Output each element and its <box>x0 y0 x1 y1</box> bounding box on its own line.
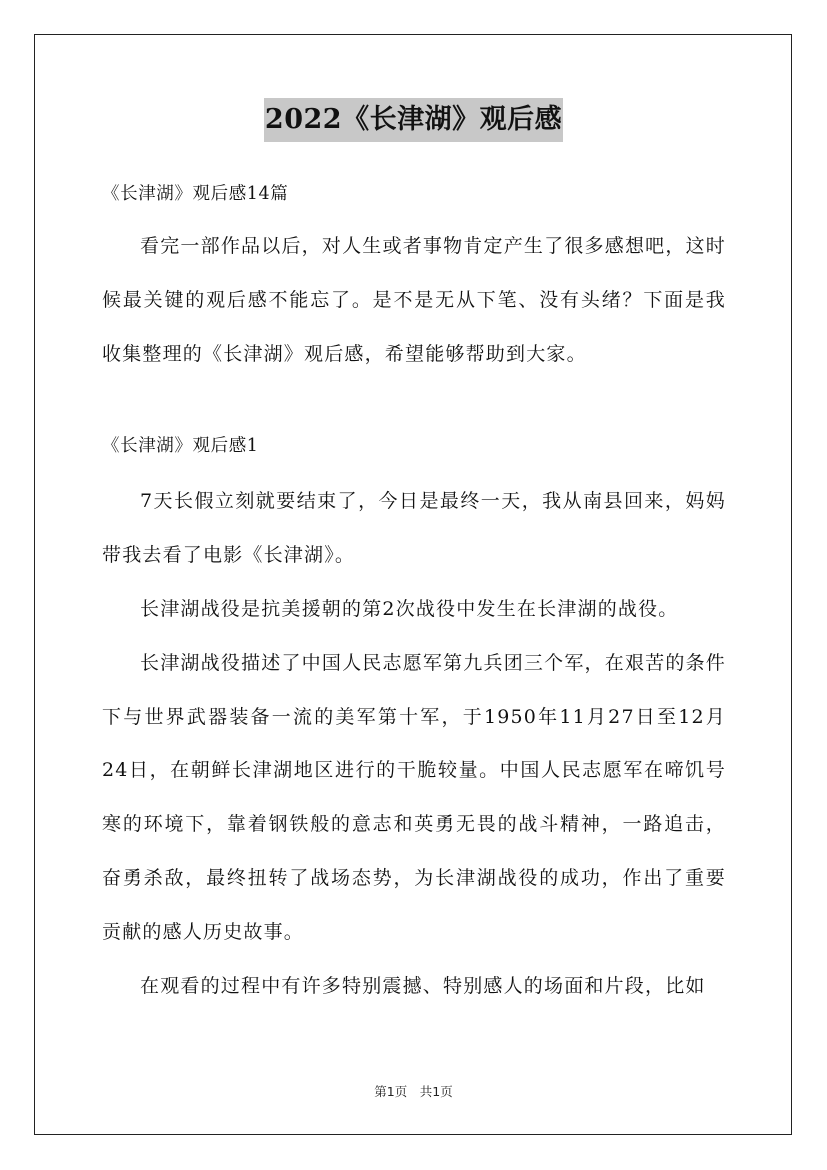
document-title: 2022《长津湖》观后感 <box>264 98 563 142</box>
document-body <box>102 168 726 1013</box>
intro-paragraph: 看完一部作品以后，对人生或者事物肯定产生了很多感想吧，这时候最关键的观后感不能忘了。是不是无从下笔、没有头绪？下面是我收集整理的《长津湖》观后感，希望能够帮助到大家。 <box>102 235 726 365</box>
title-container <box>0 98 827 142</box>
page-number-label: 第1页 共1页 <box>374 1084 453 1099</box>
section-heading: 《长津湖》观后感1 <box>102 436 259 457</box>
body-paragraph-2: 长津湖战役是抗美援朝的第2次战役中发生在长津湖的战役。 <box>140 597 679 620</box>
page-footer <box>0 1082 827 1102</box>
body-paragraph-3: 长津湖战役描述了中国人民志愿军第九兵团三个军，在艰苦的条件下与世界武器装备一流的美军第十军，于1950年11月27日至12月24日，在朝鲜长津湖地区进行的干脆较量。中国人民志愿军在啼饥号寒的环境下，靠着钢铁般的意志和英勇无畏的战斗精神，一路追击，奋勇杀敌，最终扭转了战场态势，为长津湖战役的成功，作出了重要贡献的感人历史故事。 <box>102 651 726 943</box>
body-paragraph-4: 在观看的过程中有许多特别震撼、特别感人的场面和片段，比如 <box>140 974 706 997</box>
body-paragraph-1: 7天长假立刻就要结束了，今日是最终一天，我从南县回来，妈妈带我去看了电影《长津湖》。 <box>102 490 726 567</box>
article-subtitle: 《长津湖》观后感14篇 <box>102 184 289 204</box>
